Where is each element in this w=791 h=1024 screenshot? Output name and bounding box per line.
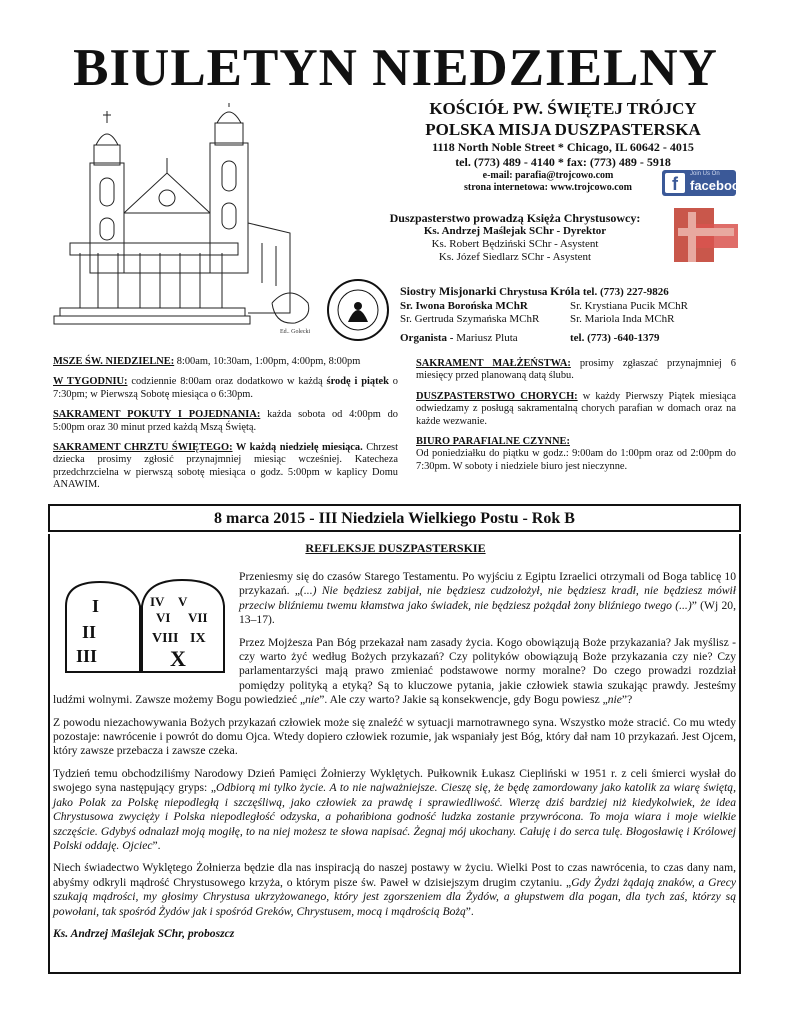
baptism-bold: W każdą niedzielę miesiąca. [232,442,363,454]
reflection-signature: Ks. Andrzej Maślejak SChr, proboszcz [53,926,235,940]
reflection-p4-a: Tydzień temu obchodziliśmy Narodowy Dzień Pamięci Żołnierzy Wyklętych. Pułkownik Łukasz Ciepliński w 1951 r. z celi śmierci wysłał do swojego syna następujący gryps: „ [53,766,736,795]
reflection-p1-quote: (...) Nie będziesz zabijał, nie będziesz cudzołożył, nie będziesz kradł, nie będziesz mówił przeciw bliźniemu twemu kłamstwa jako świadek, nie będziesz pożądał żony bliźniego twego (...) [239,584,736,612]
weekday-label: W TYGODNIU: [53,376,128,388]
church-drawing [50,103,312,338]
tablet-numeral: VIII [152,631,179,646]
reflection-p5-a: Niech świadectwo Wyklętego Żołnierza będzie dla nas inspiracją do naszej postawy w życiu. Wielki Post to czas nawrócenia, to czas dany nam, abyśmy odkryli mądrość Chrystusowego krzyża, o którym pisze św. Paweł w dzisiejszym drugim czytaniu. „ [53,861,736,889]
sisters-phone: tel. (773) 227-9826 [580,286,669,298]
sister-2: Sr. Krystiana Pucik MChR [570,300,688,312]
masses-text: 8:00am, 10:30am, 1:00pm, 4:00pm, 8:00pm [174,356,361,367]
marriage-label: SAKRAMENT MAŁŻEŃSTWA: [416,358,571,369]
drawing-signature: Ed.. Golecki [280,329,311,335]
sisters-head: Siostry Misjonarki [400,284,497,298]
organist-label: Organista - [400,332,457,344]
clergy-assistant-2: Ks. Józef Siedlarz SChr - Asystent [438,251,592,263]
facebook-icon: f [665,173,685,193]
weekday-text-2: o 7:30pm; w Pierwszą Sobotę miesiąca o 6:30pm. [53,376,398,400]
bulletin-title: BIULETYN NIEDZIELNY [73,39,718,97]
sick-label: DUSZPASTERSTWO CHORYCH: [416,390,578,402]
reflection-p1-a: Przeniesmy się do czasów Starego Testamentu. Po wyjściu z Egiptu Izraelici otrzymali od Boga tablicę 10 przykazań. „ [239,570,736,598]
reflection-p3: Z powodu niezachowywania Bożych przykazań człowiek może się znaleźć w sytuacji marnotrawnego syna. Wszystko może stracić. Co mu wtedy pozostaje: nawrócenie i powrót do domu Ojca. Wtedy dopiero człowiek rozumie, jak wspaniały jest Bóg, który dał nam 10 przykazań. Jest Ojcem, który zawsze przebacza i zawsze czeka. [53,715,736,758]
office-text: Od poniedziałku do piątku w godz.: 9:00am do 1:00pm oraz od 2:00pm do 7:30pm. W soboty i niedziele biuro jest nieczynne. [416,448,736,472]
penance-text: każda sobota od 4:00pm do 5:00pm oraz 30 minut przed każdą Mszą Świętą. [53,409,399,433]
organist-name: Mariusz Pluta [456,332,518,344]
tablet-numeral: VI [156,610,171,625]
tablet-numeral: IV [150,594,165,609]
sister-4: Sr. Mariola Inda MChR [570,313,675,325]
marriage-text: prosimy zgłaszać przynajmniej 6 miesięcy przed planowaną datą ślubu. [416,358,736,382]
reflection-p5-quote: Gdy Żydzi żądają znaków, a Grecy szukają mądrości, my głosimy Chrystusa ukrzyżowanego, który jest zgorszeniem dla Żydów, a głupstwem dla pogan, dla tych zaś, którzy są powołani, tak spośród Żydów jak i spośród Greków, Chrystusem, mocą i mądrością Bożą [53,875,736,918]
tablet-numeral: VII [188,610,208,625]
baptism-label: SAKRAMENT CHRZTU ŚWIĘTEGO: [53,442,233,454]
mission-name: POLSKA MISJA DUSZPASTERSKA [425,120,701,139]
facebook-label: facebook [690,178,748,193]
church-name: KOŚCIÓŁ PW. ŚWIĘTEJ TRÓJCY [429,99,697,118]
clergy-director: Ks. Andrzej Maślejak SChr - Dyrektor [423,225,607,237]
weekday-bold: środę i piątek [326,376,389,388]
sister-1: Sr. Iwona Borońska MChR [400,300,528,312]
reflection-p4-b: ”. [152,838,161,852]
reflection-p2-c: ”? [621,693,633,707]
reflection-p2-nie-2: nie [607,693,622,707]
congregation-logo [670,204,742,266]
tablet-numeral: IX [190,631,206,646]
schedule-left [53,356,398,500]
reflection-p2-nie-1: nie [305,693,320,707]
organist-phone: tel. (773) -640-1379 [570,332,660,344]
clergy-info [370,211,660,264]
facebook-badge[interactable] [662,170,748,196]
penance-label: SAKRAMENT POKUTY I POJEDNANIA: [53,409,261,421]
baptism-text: Chrzest dziecka prosimy zgłosić przynajmniej miesiąc wcześniej. Katecheza przedchrzcielna w pierwszą sobotę miesiąca o godz. 5:00pm w kaplicy Domu ANAWIM. [53,442,398,491]
tablet-numeral: V [178,594,188,609]
tablet-numeral: II [82,622,97,642]
tablet-numeral: X [170,646,186,671]
sisters-seal-icon [326,278,390,342]
schedule-right [416,358,736,481]
tablet-numeral: I [92,596,100,616]
tablet-numeral: III [76,646,98,666]
weekday-text-1: codziennie 8:00am oraz dodatkowo w każdą [127,376,327,388]
sick-text: w każdy Pierwszy Piątek miesiąca odwiedzamy z posługą sakramentalną chorych parafian w domach oraz na każde wezwanie. [416,390,736,427]
reflection-p5-b: ”. [465,904,474,918]
reflection-title: REFLEKSJE DUSZPASTERSKIE [305,541,486,555]
church-email[interactable]: e-mail: parafia@trojcowo.com [482,170,614,181]
reflection-p1-b: ” (Wj 20, 13–17). [239,598,736,627]
sister-3: Sr. Gertruda Szymańska MChR [400,313,540,325]
church-phone: tel. (773) 489 - 4140 * fax: (773) 489 - 5918 [455,155,671,169]
church-website[interactable]: strona internetowa: www.trojcowo.com [464,182,632,193]
reflection-flow [53,570,736,949]
clergy-lead: Duszpasterstwo prowadzą Księża Chrystusowcy: [389,211,641,225]
masses-label: MSZE ŚW. NIEDZIELNE: [53,356,175,367]
sisters-head-mid: Chrystusa [496,286,551,298]
sisters-head-2: Króla [550,284,581,298]
reflection-p2: Przez Mojżesza Pan Bóg przekazał nam zasady życia. Kogo obowiązują Boże przykazania? Jak myślisz - czy warto żyć według Bożych przykazań? Czy polityków obowiązują Boże przykazania czy nie? Czy parlamentarzyści mają prawo zmieniać podstawowe normy moralne? Do czego prowadzi rozdział pomiędzy polityką a etyką? Są to kluczowe pytania, jakie człowiek stawia szukając prawdy. Jesteśmy ludźmi wolnymi. Zawsze możemy Bogu powiedzieć „ [53,635,736,707]
church-address: 1118 North Noble Street * Chicago, IL 60642 - 4015 [432,140,694,154]
reflection-p4-quote: Odbiorą mi tylko życie. A to nie najważniejsze. Cieszę się, że będę zamordowany jako katolik za wiarę świętą, jako Polak za Polskę niepodległą i szczęśliwą, jako człowiek za prawdę i sprawiedliwość. Wierzę dziś bardziej niż kiedykolwiek, że idea Chrystusowa zwycięży i Polska niepodległość odzyska, a pohańbiona godność ludzka zostanie przywrócona. To moja wiara i moje wielkie szczęście. Gdybyś odnalazł moją mogiłę, to na niej możesz te słowa napisać. Żegnaj mój ukochany. Całuję i do serca tulę. Błogosławię i Królowej Polski oddaję. Ojciec [53,781,736,852]
office-label: BIURO PARAFIALNE CZYNNE: [416,436,570,448]
date-heading: 8 marca 2015 - III Niedziela Wielkiego Postu - Rok B [48,504,741,532]
clergy-assistant-1: Ks. Robert Będziński SChr - Asystent [431,238,599,250]
reflection-p2-b: ”. Ale czy warto? Jakie są konsekwencje, gdy Bogu powiesz „ [319,693,608,707]
facebook-join-label: Join Us On [690,171,720,177]
sisters-info [400,284,740,345]
